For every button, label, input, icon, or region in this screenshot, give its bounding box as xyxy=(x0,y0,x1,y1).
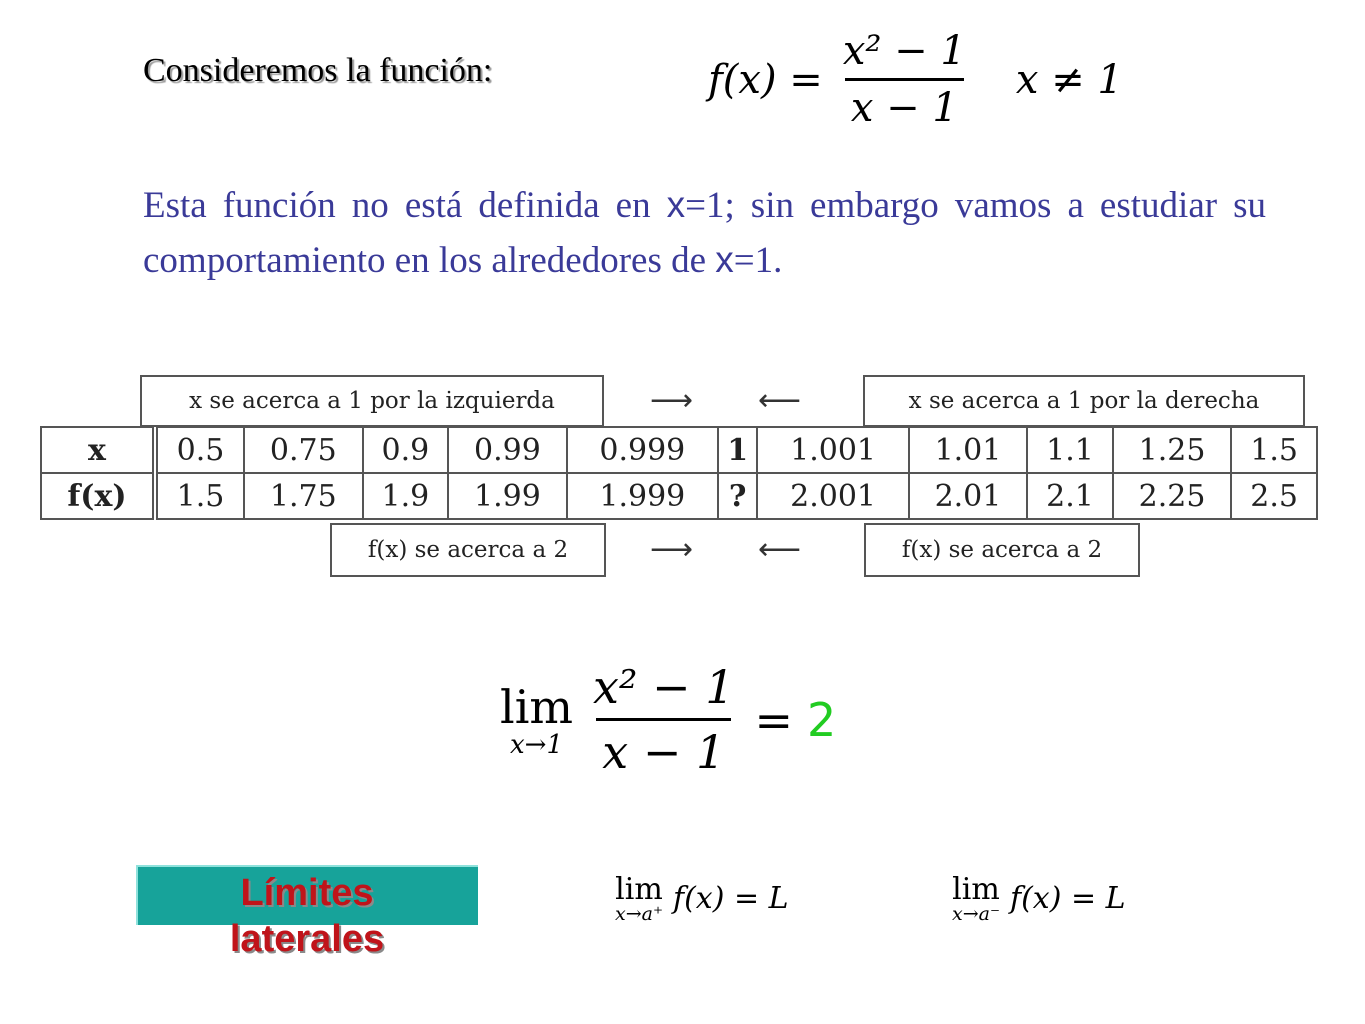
table-cell: 0.75 xyxy=(244,427,362,473)
limit-equals: = xyxy=(754,692,794,747)
table-cell: 2.1 xyxy=(1027,473,1113,519)
table-row-fx xyxy=(41,473,1317,519)
limit-fraction xyxy=(587,660,740,779)
formula-numerator: x² − 1 xyxy=(842,28,966,74)
intro-heading: Consideremos la función: xyxy=(143,52,493,89)
box-fx-right: f(x) se acerca a 2 xyxy=(864,523,1140,577)
limit-denominator: x − 1 xyxy=(596,718,731,779)
table-cell: 0.99 xyxy=(448,427,566,473)
table-cell: 1.01 xyxy=(909,427,1027,473)
limit-numerator: x² − 1 xyxy=(593,660,735,714)
limit-op-text: lim xyxy=(500,679,574,734)
table-cell: 2.25 xyxy=(1113,473,1231,519)
table-cell: 1.9 xyxy=(363,473,449,519)
box-left-approach: x se acerca a 1 por la izquierda xyxy=(140,375,604,427)
table-cell: 1.99 xyxy=(448,473,566,519)
description-text-2: =1; sin embargo vamos a estudiar su comportamiento en los alrededores de xyxy=(143,185,1266,281)
formula-condition: x ≠ 1 xyxy=(1015,56,1123,103)
description-paragraph xyxy=(143,178,1266,288)
table-cell: 1.001 xyxy=(757,427,908,473)
formula-fraction xyxy=(837,28,972,131)
box-right-approach: x se acerca a 1 por la derecha xyxy=(863,375,1305,427)
right-limit-op-text: lim xyxy=(615,872,663,907)
left-limit-operator xyxy=(952,872,1000,925)
arrow-right-top: ⟶ xyxy=(650,383,694,418)
table-cell: 1.1 xyxy=(1027,427,1113,473)
description-x-2: x xyxy=(715,239,734,280)
left-side-limit xyxy=(952,872,1126,925)
formula-denominator: x − 1 xyxy=(845,78,964,131)
lateral-label-line1: Límites xyxy=(240,872,374,914)
left-limit-subscript: x→a⁻ xyxy=(952,903,1000,925)
table-cell: 2.01 xyxy=(909,473,1027,519)
arrow-left-top: ⟵ xyxy=(758,383,802,418)
left-limit-expression: f(x) = L xyxy=(1010,881,1126,916)
table-cell-center: ? xyxy=(718,473,757,519)
table-cell: 1.5 xyxy=(1231,427,1317,473)
description-text-3: =1. xyxy=(733,240,783,281)
limit-operator xyxy=(500,680,573,760)
table-cell: 0.9 xyxy=(363,427,449,473)
limit-result: 2 xyxy=(807,692,837,747)
right-limit-expression: f(x) = L xyxy=(673,881,789,916)
table-cell: 2.5 xyxy=(1231,473,1317,519)
table-cell: 1.999 xyxy=(567,473,718,519)
box-fx-left: f(x) se acerca a 2 xyxy=(330,523,606,577)
table-cell: 0.5 xyxy=(155,427,244,473)
description-x-1: x xyxy=(666,184,686,225)
row-label-fx: f(x) xyxy=(41,473,155,519)
function-formula xyxy=(708,28,1123,131)
arrow-right-bottom: ⟶ xyxy=(650,532,694,567)
row-label-x: x xyxy=(41,427,155,473)
left-limit-op-text: lim xyxy=(952,872,1000,907)
values-table xyxy=(40,426,1318,520)
right-limit-subscript: x→a⁺ xyxy=(615,903,663,925)
arrow-left-bottom: ⟵ xyxy=(758,532,802,567)
table-cell: 1.75 xyxy=(244,473,362,519)
lateral-label-line2: laterales xyxy=(229,918,385,960)
limit-subscript: x→1 xyxy=(510,729,564,760)
right-limit-operator xyxy=(615,872,663,925)
right-side-limit xyxy=(615,872,789,925)
table-cell: 1.5 xyxy=(155,473,244,519)
description-text-1: Esta función no está definida en xyxy=(143,185,667,226)
table-cell: 1.25 xyxy=(1113,427,1231,473)
main-limit xyxy=(500,660,836,779)
formula-lhs: f(x) = xyxy=(708,56,823,103)
lateral-limits-label[interactable] xyxy=(136,870,478,962)
table-cell-center: 1 xyxy=(718,427,757,473)
table-row-x xyxy=(41,427,1317,473)
table-cell: 0.999 xyxy=(567,427,718,473)
table-cell: 2.001 xyxy=(757,473,908,519)
